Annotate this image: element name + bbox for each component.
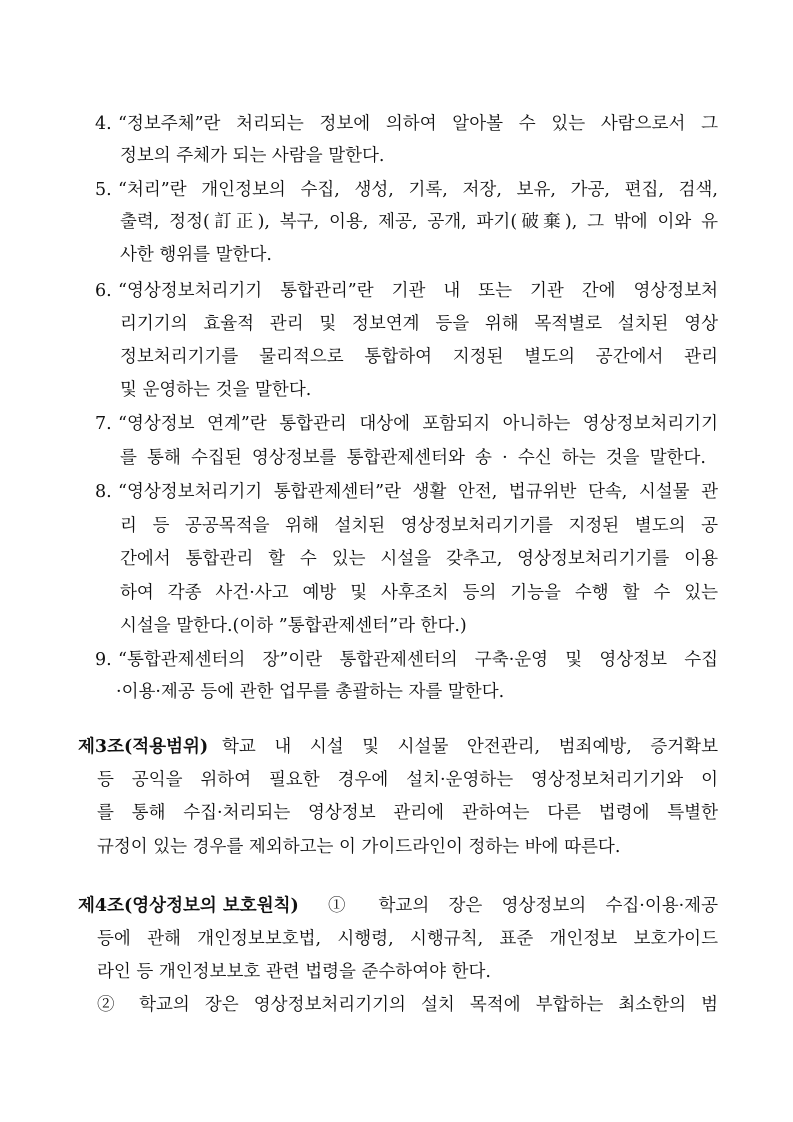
definition-line: “처리”란 개인정보의 수집, 생성, 기록, 저장, 보유, 가공, 편집, 검색, — [118, 180, 718, 200]
article-line: 규정이 있는 경우를 제외하고는 이 가이드라인이 정하는 바에 따른다. — [97, 837, 621, 857]
definition-line: 리기기의 효율적 관리 및 정보연계 등을 위해 목적별로 설치된 영상 — [120, 314, 718, 334]
article-line: 라인 등 개인정보보호 관련 법령을 준수하여야 한다. — [97, 962, 491, 982]
definition-line: “통합관제센터의 장”이란 통합관제센터의 구축·운영 및 영상정보 수집 — [118, 650, 718, 670]
definition-line: 출력, 정정(訂正), 복구, 이용, 제공, 공개, 파기(破棄), 그 밖에 이와 유 — [120, 212, 718, 232]
article-line: ② 학교의 장은 영상정보처리기기의 설치 목적에 부합하는 최소한의 범 — [97, 995, 718, 1015]
definition-line: ·이용·제공 등에 관한 업무를 총괄하는 자를 말한다. — [116, 682, 505, 702]
article-line: 학교 내 시설 및 시설물 안전관리, 범죄예방, 증거확보 — [222, 737, 718, 757]
definition-line: “영상정보 연계”란 통합관리 대상에 포함되지 아니하는 영상정보처리기기 — [118, 414, 718, 434]
article-line: 를 통해 수집·처리되는 영상정보 관리에 관하여는 다른 법령에 특별한 — [97, 803, 718, 823]
article-heading: 제3조(적용범위) — [78, 737, 209, 757]
item-number: 5. — [95, 180, 112, 200]
item-number: 7. — [95, 414, 112, 434]
definition-line: 를 통해 수집된 영상정보를 통합관제센터와 송 · 수신 하는 것을 말한다. — [120, 448, 706, 468]
definition-line: 정보의 주체가 되는 사람을 말한다. — [120, 146, 385, 166]
definition-line: 및 운영하는 것을 말한다. — [120, 380, 312, 400]
definition-line: 사한 행위를 말한다. — [120, 245, 272, 265]
definition-line: “영상정보처리기기 통합관리”란 기관 내 또는 기관 간에 영상정보처 — [118, 281, 718, 301]
item-number: 8. — [95, 482, 112, 502]
definition-line: 정보처리기기를 물리적으로 통합하여 지정된 별도의 공간에서 관리 — [120, 347, 718, 367]
definition-line: 리 등 공공목적을 위해 설치된 영상정보처리기기를 지정된 별도의 공 — [120, 516, 718, 536]
definition-line: “영상정보처리기기 통합관제센터”란 생활 안전, 법규위반 단속, 시설물 관 — [118, 482, 718, 502]
article-line: ① 학교의 장은 영상정보의 수집·이용·제공 — [328, 896, 718, 916]
definition-line: 시설을 말한다.(이하 ”통합관제센터”라 한다.) — [120, 616, 467, 636]
item-number: 6. — [95, 281, 112, 301]
item-number: 4. — [95, 114, 112, 134]
definition-line: 간에서 통합관리 할 수 있는 시설을 갖추고, 영상정보처리기기를 이용 — [120, 549, 718, 569]
article-heading: 제4조(영상정보의 보호원칙) — [78, 896, 299, 916]
item-number: 9. — [95, 650, 112, 670]
definition-line: “정보주체”란 처리되는 정보에 의하여 알아볼 수 있는 사람으로서 그 — [118, 114, 718, 134]
definition-line: 하여 각종 사건·사고 예방 및 사후조치 등의 기능을 수행 할 수 있는 — [120, 583, 718, 603]
article-line: 등 공익을 위하여 필요한 경우에 설치·운영하는 영상정보처리기기와 이 — [97, 770, 718, 790]
article-line: 등에 관해 개인정보보호법, 시행령, 시행규칙, 표준 개인정보 보호가이드 — [97, 929, 718, 949]
